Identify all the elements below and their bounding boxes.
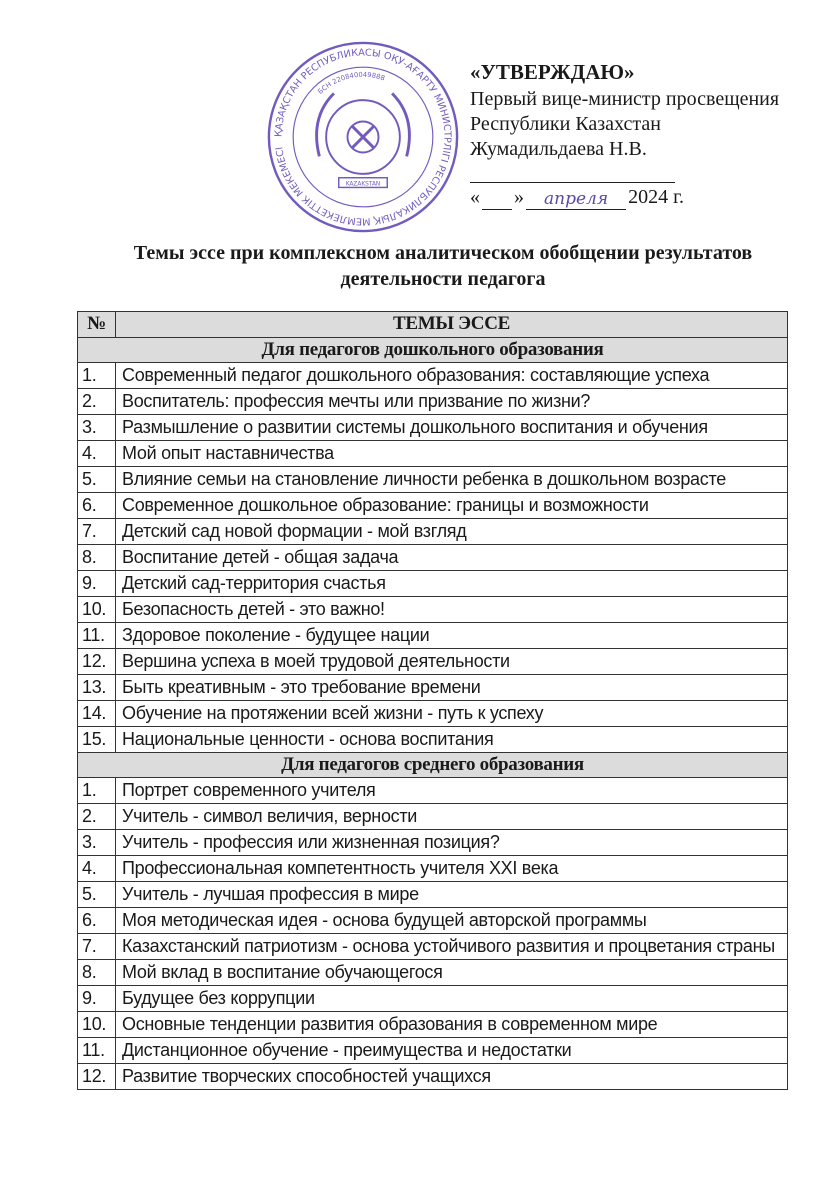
approval-block bbox=[470, 60, 779, 210]
row-number: 11. bbox=[78, 1038, 116, 1064]
essay-topic: Обучение на протяжении всей жизни - путь к успеху bbox=[116, 701, 788, 727]
approval-date bbox=[470, 185, 779, 210]
essay-topic: Будущее без коррупции bbox=[116, 986, 788, 1012]
row-number: 2. bbox=[78, 389, 116, 415]
row-number: 5. bbox=[78, 882, 116, 908]
row-number: 12. bbox=[78, 649, 116, 675]
essay-topic: Мой опыт наставничества bbox=[116, 441, 788, 467]
row-number: 14. bbox=[78, 701, 116, 727]
essay-topic: Основные тенденции развития образования в современном мире bbox=[116, 1012, 788, 1038]
row-number: 8. bbox=[78, 545, 116, 571]
row-number: 6. bbox=[78, 493, 116, 519]
essay-topics-table bbox=[77, 311, 788, 1090]
stamp-emblem-label: KAZAKSTAN bbox=[345, 181, 381, 188]
essay-topic: Размышление о развитии системы дошкольного воспитания и обучения bbox=[116, 415, 788, 441]
essay-topic: Детский сад новой формации - мой взгляд bbox=[116, 519, 788, 545]
table-row bbox=[78, 389, 788, 415]
table-row bbox=[78, 960, 788, 986]
table-row bbox=[78, 597, 788, 623]
signature-line bbox=[470, 162, 675, 183]
row-number: 13. bbox=[78, 675, 116, 701]
table-row bbox=[78, 856, 788, 882]
essay-topic: Национальные ценности - основа воспитания bbox=[116, 727, 788, 753]
official-stamp bbox=[266, 40, 460, 234]
row-number: 10. bbox=[78, 1012, 116, 1038]
stamp-inner-text: БСН 220840049888 bbox=[316, 70, 386, 96]
row-number: 4. bbox=[78, 441, 116, 467]
row-number: 7. bbox=[78, 934, 116, 960]
row-number: 9. bbox=[78, 986, 116, 1012]
table-row bbox=[78, 545, 788, 571]
title-line2: деятельности педагога bbox=[340, 268, 546, 290]
section-header-row bbox=[78, 338, 788, 363]
essay-topic: Современный педагог дошкольного образования: составляющие успеха bbox=[116, 363, 788, 389]
row-number: 9. bbox=[78, 571, 116, 597]
table-row bbox=[78, 882, 788, 908]
row-number: 12. bbox=[78, 1064, 116, 1090]
approver-name: Жумадильдаева Н.В. bbox=[470, 138, 647, 160]
table-row bbox=[78, 986, 788, 1012]
table-row bbox=[78, 830, 788, 856]
row-number: 10. bbox=[78, 597, 116, 623]
essay-topic: Профессиональная компетентность учителя XXI века bbox=[116, 856, 788, 882]
column-header-number: № bbox=[78, 312, 116, 338]
row-number: 2. bbox=[78, 804, 116, 830]
essay-topic: Учитель - лучшая профессия в мире bbox=[116, 882, 788, 908]
row-number: 11. bbox=[78, 623, 116, 649]
essay-topic: Воспитание детей - общая задача bbox=[116, 545, 788, 571]
section-header-row bbox=[78, 753, 788, 778]
row-number: 1. bbox=[78, 363, 116, 389]
table-row bbox=[78, 934, 788, 960]
table-row bbox=[78, 1012, 788, 1038]
table-row bbox=[78, 675, 788, 701]
stamp-outer-text: ҚАЗАҚСТАН РЕСПУБЛИКАСЫ ОҚУ-АҒАРТУ МИНИСТРЛІГІ РЕСПУБЛИКАЛЫҚ МЕМЛЕКЕТТІК МЕКЕМЕСІ bbox=[273, 47, 453, 227]
essay-topic: Современное дошкольное образование: границы и возможности bbox=[116, 493, 788, 519]
table-row bbox=[78, 519, 788, 545]
table-row bbox=[78, 1064, 788, 1090]
table-row bbox=[78, 804, 788, 830]
table-row bbox=[78, 778, 788, 804]
approver-position-line2: Республики Казахстан bbox=[470, 113, 661, 135]
table-row bbox=[78, 467, 788, 493]
table-row bbox=[78, 623, 788, 649]
approval-heading: «УТВЕРЖДАЮ» bbox=[470, 60, 635, 84]
essay-topic: Развитие творческих способностей учащихся bbox=[116, 1064, 788, 1090]
section-title: Для педагогов среднего образования bbox=[78, 753, 788, 778]
essay-topic: Портрет современного учителя bbox=[116, 778, 788, 804]
date-quote-close: » bbox=[514, 186, 524, 208]
table-row bbox=[78, 727, 788, 753]
essay-topic: Безопасность детей - это важно! bbox=[116, 597, 788, 623]
essay-topic: Казахстанский патриотизм - основа устойчивого развития и процветания страны bbox=[116, 934, 788, 960]
row-number: 15. bbox=[78, 727, 116, 753]
table-row bbox=[78, 363, 788, 389]
essay-topic: Дистанционное обучение - преимущества и недостатки bbox=[116, 1038, 788, 1064]
table-row bbox=[78, 415, 788, 441]
table-row bbox=[78, 649, 788, 675]
table-row bbox=[78, 441, 788, 467]
table-row bbox=[78, 1038, 788, 1064]
approver-position-line1: Первый вице-министр просвещения bbox=[470, 88, 780, 110]
row-number: 3. bbox=[78, 830, 116, 856]
date-quote-open: « bbox=[470, 186, 480, 208]
essay-topic: Вершина успеха в моей трудовой деятельности bbox=[116, 649, 788, 675]
essay-topic: Моя методическая идея - основа будущей авторской программы bbox=[116, 908, 788, 934]
essay-topic: Воспитатель: профессия мечты или призвание по жизни? bbox=[116, 389, 788, 415]
row-number: 7. bbox=[78, 519, 116, 545]
date-year: 2024 г. bbox=[628, 186, 685, 208]
date-month: апреля bbox=[526, 187, 626, 210]
row-number: 1. bbox=[78, 778, 116, 804]
row-number: 8. bbox=[78, 960, 116, 986]
row-number: 6. bbox=[78, 908, 116, 934]
document-title bbox=[60, 240, 818, 292]
row-number: 4. bbox=[78, 856, 116, 882]
essay-topic: Здоровое поколение - будущее нации bbox=[116, 623, 788, 649]
section-title: Для педагогов дошкольного образования bbox=[78, 338, 788, 363]
essay-topic: Учитель - символ величия, верности bbox=[116, 804, 788, 830]
essay-topic: Учитель - профессия или жизненная позиция? bbox=[116, 830, 788, 856]
row-number: 3. bbox=[78, 415, 116, 441]
essay-topic: Мой вклад в воспитание обучающегося bbox=[116, 960, 788, 986]
table-row bbox=[78, 908, 788, 934]
table-row bbox=[78, 493, 788, 519]
date-day-blank bbox=[482, 187, 512, 210]
row-number: 5. bbox=[78, 467, 116, 493]
essay-topic: Быть креативным - это требование времени bbox=[116, 675, 788, 701]
table-row bbox=[78, 701, 788, 727]
table-row bbox=[78, 571, 788, 597]
essay-topic: Детский сад-территория счастья bbox=[116, 571, 788, 597]
column-header-topic: ТЕМЫ ЭССЕ bbox=[116, 312, 788, 338]
title-line1: Темы эссе при комплексном аналитическом обобщении результатов bbox=[133, 242, 753, 264]
essay-topic: Влияние семьи на становление личности ребенка в дошкольном возрасте bbox=[116, 467, 788, 493]
table-body bbox=[78, 338, 788, 1090]
